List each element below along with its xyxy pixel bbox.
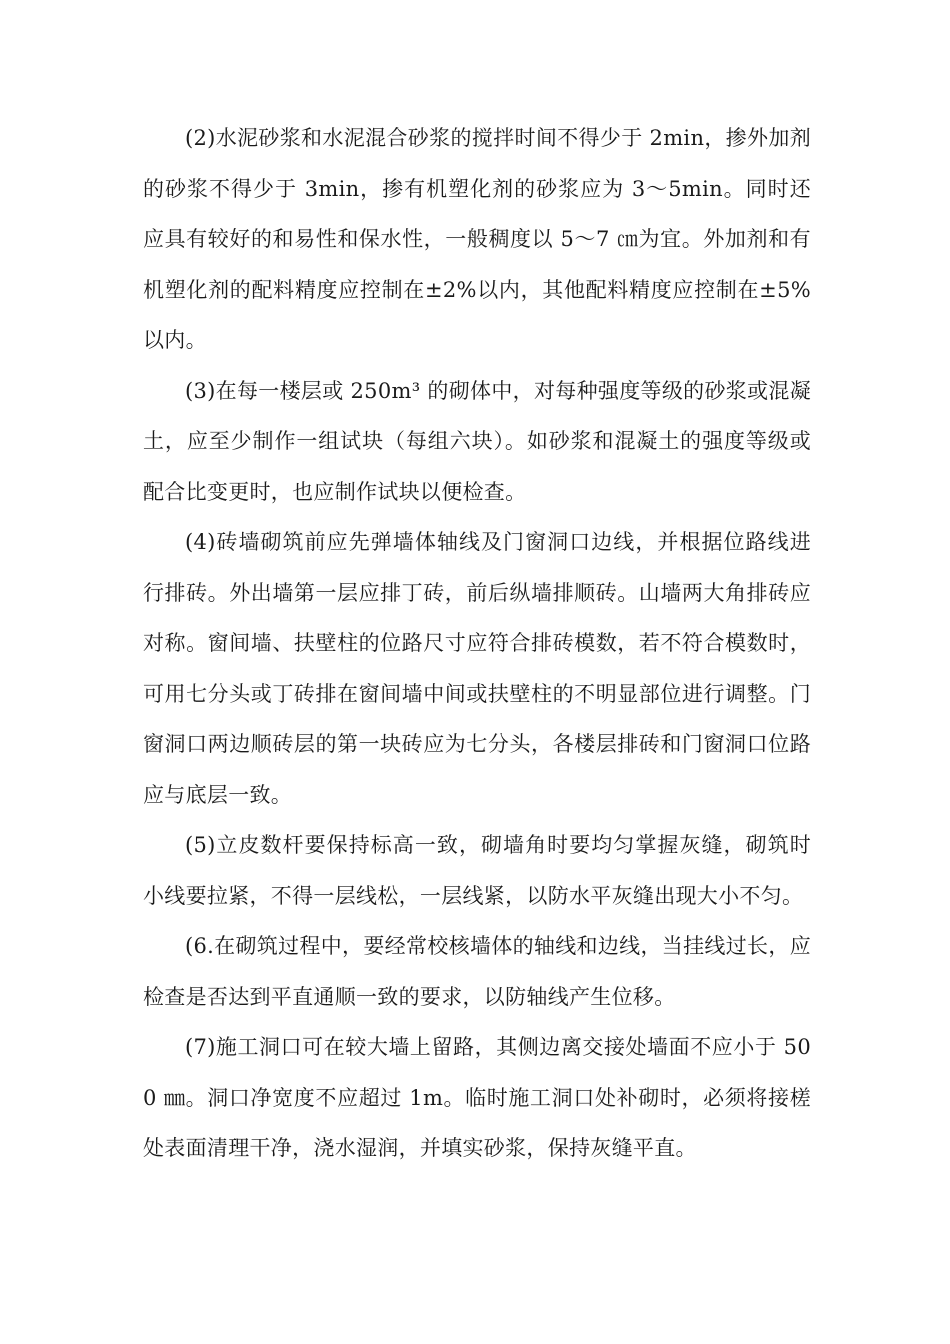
paragraph-2-mortar-mixing: (2)水泥砂浆和水泥混合砂浆的搅拌时间不得少于 2min，掺外加剂的砂浆不得少于 3min，掺有机塑化剂的砂浆应为 3～5min。同时还应具有较好的和易性和保水性，一般稠度以 5～7 ㎝为宜。外加剂和有机塑化剂的配料精度应控制在±2%以内，其他配料精度应控制在±5%以内。 [143, 126, 811, 352]
paragraph-4-brick-layout: (4)砖墙砌筑前应先弹墙体轴线及门窗洞口边线，并根据位路线进行排砖。外出墙第一层应排丁砖，前后纵墙排顺砖。山墙两大角排砖应对称。窗间墙、扶壁柱的位路尺寸应符合排砖模数，若不符合模数时，可用七分头或丁砖排在窗间墙中间或扶壁柱的不明显部位进行调整。门窗洞口两边顺砖层的第一块砖应为七分头，各楼层排砖和门窗洞口位路应与底层一致。 [143, 530, 811, 807]
paragraph-5-story-rod: (5)立皮数杆要保持标高一致，砌墙角时要均匀掌握灰缝，砌筑时小线要拉紧，不得一层线松，一层线紧，以防水平灰缝出现大小不匀。 [143, 833, 811, 908]
paragraph-7-construction-openings: (7)施工洞口可在较大墙上留路，其侧边离交接处墙面不应小于 500 ㎜。洞口净宽度不应超过 1m。临时施工洞口处补砌时，必须将接槎处表面清理干净，浇水湿润，并填实砂浆，保持灰缝平直。 [143, 1035, 811, 1160]
paragraph-3-test-blocks: (3)在每一楼层或 250m³ 的砌体中，对每种强度等级的砂浆或混凝土，应至少制作一组试块（每组六块）。如砂浆和混凝土的强度等级或配合比变更时，也应制作试块以便检查。 [143, 378, 811, 504]
document-body [143, 113, 811, 1174]
paragraph-6-axis-check: (6.在砌筑过程中，要经常校核墙体的轴线和边线，当挂线过长，应检查是否达到平直通顺一致的要求，以防轴线产生位移。 [143, 934, 811, 1009]
